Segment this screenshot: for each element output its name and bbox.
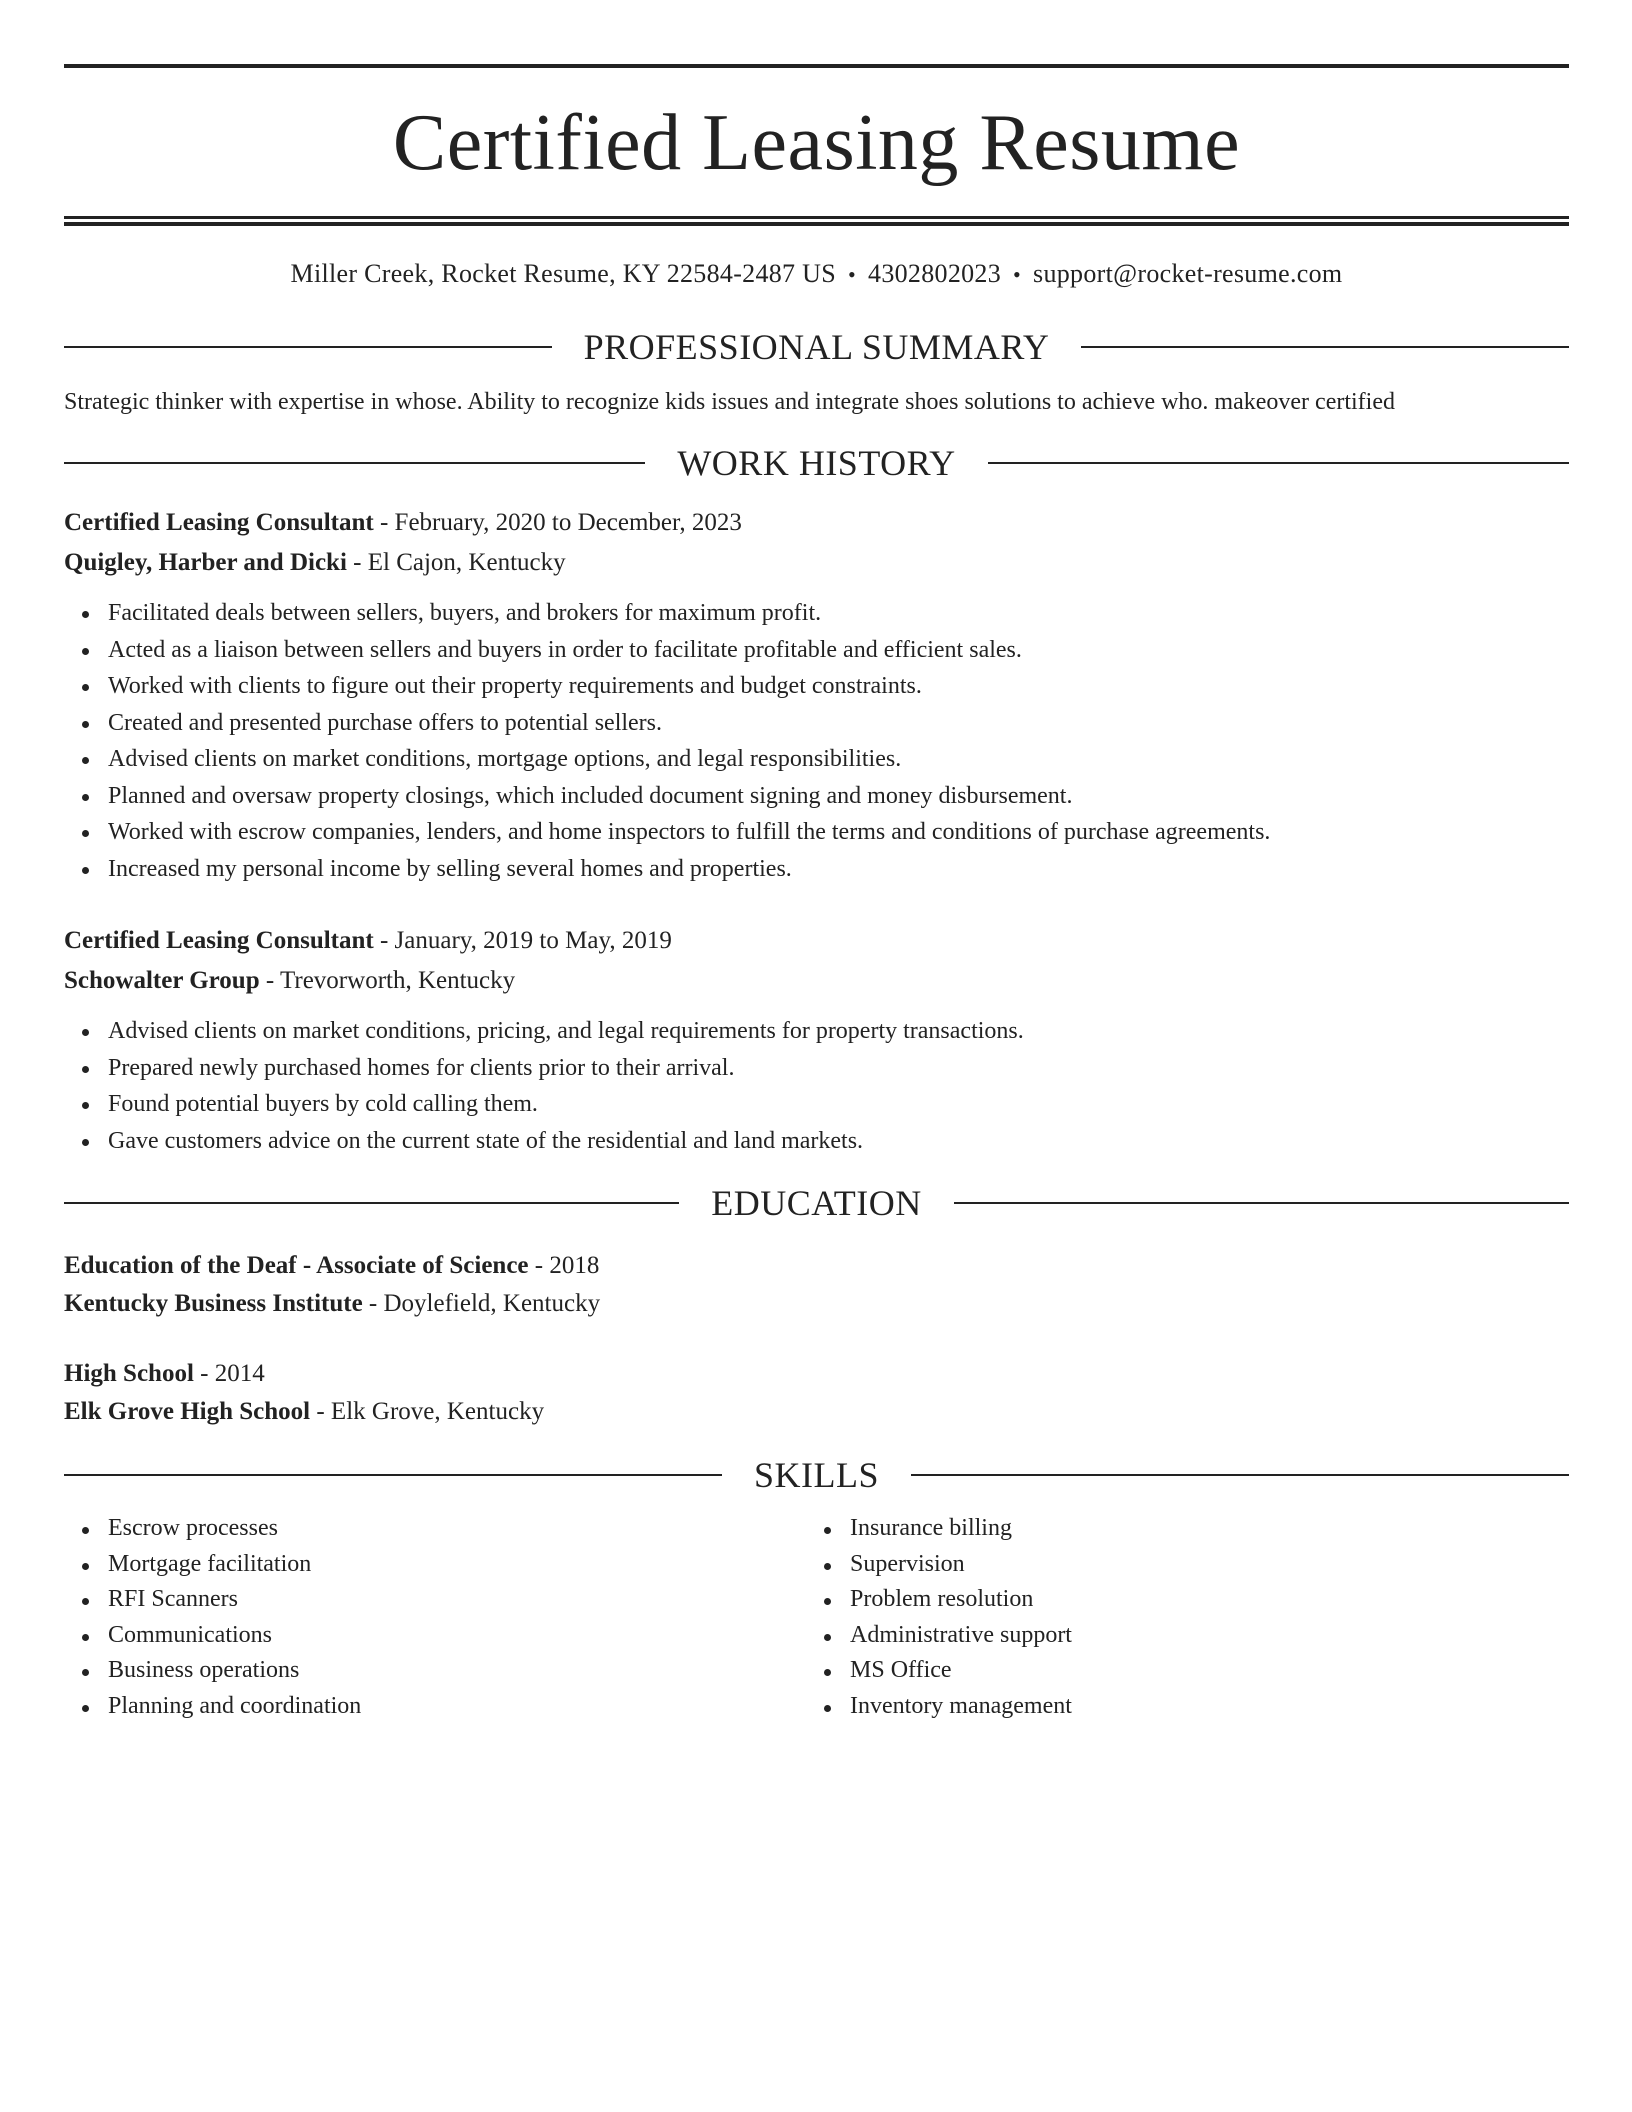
header-double-rule [64, 216, 1569, 226]
list-item: Worked with escrow companies, lenders, and home inspectors to fulfill the terms and conditions of purchase agreements. [108, 814, 1569, 851]
job-entry [64, 921, 1569, 1159]
section-header-work [64, 441, 1569, 485]
header-top-rule [64, 64, 1569, 68]
section-rule [1081, 346, 1569, 348]
list-item: Advised clients on market conditions, mortgage options, and legal responsibilities. [108, 741, 1569, 778]
skills-list-left [64, 1511, 806, 1724]
list-item: Increased my personal income by selling several homes and properties. [108, 851, 1569, 888]
job-bullets [64, 1013, 1569, 1159]
section-header-education [64, 1181, 1569, 1225]
skill-item: Communications [108, 1618, 806, 1654]
job-location: - El Cajon, Kentucky [346, 549, 566, 576]
skill-item: Planning and coordination [108, 1689, 806, 1725]
skill-item: MS Office [850, 1653, 1548, 1689]
skill-item: Administrative support [850, 1618, 1548, 1654]
job-company: Schowalter Group [64, 967, 260, 994]
resume-page [64, 64, 1569, 1724]
job-title: Certified Leasing Consultant [64, 509, 374, 536]
list-item: Planned and oversaw property closings, which included document signing and money disbursement. [108, 778, 1569, 815]
section-header-skills [64, 1453, 1569, 1497]
education-location: - Doylefield, Kentucky [362, 1290, 601, 1317]
skill-item: RFI Scanners [108, 1582, 806, 1618]
job-entry [64, 503, 1569, 887]
contact-phone: 4302802023 [868, 259, 1002, 288]
contact-line [64, 258, 1569, 291]
education-school: Kentucky Business Institute [64, 1290, 363, 1317]
skill-item: Supervision [850, 1547, 1548, 1583]
skills-columns [64, 1511, 1569, 1724]
job-title: Certified Leasing Consultant [64, 927, 374, 954]
job-bullets [64, 595, 1569, 887]
education-degree-line [64, 1247, 1569, 1285]
section-rule [64, 1202, 679, 1204]
section-title: EDUCATION [711, 1183, 922, 1223]
education-degree-line [64, 1355, 1569, 1393]
education-year: - 2014 [193, 1360, 265, 1387]
section-rule [988, 462, 1569, 464]
skills-list-right [806, 1511, 1548, 1724]
resume-title: Certified Leasing Resume [392, 99, 1241, 187]
education-year: - 2018 [528, 1252, 600, 1279]
contact-separator: • [1013, 262, 1022, 287]
section-rule [64, 462, 645, 464]
job-title-line [64, 921, 1569, 961]
section-rule [954, 1202, 1569, 1204]
job-location: - Trevorworth, Kentucky [259, 967, 516, 994]
list-item: Advised clients on market conditions, pricing, and legal requirements for property transactions. [108, 1013, 1569, 1050]
section-rule [64, 346, 552, 348]
skill-item: Insurance billing [850, 1511, 1548, 1547]
list-item: Worked with clients to figure out their property requirements and budget constraints. [108, 668, 1569, 705]
education-entry [64, 1355, 1569, 1431]
section-title: WORK HISTORY [677, 443, 956, 483]
summary-text: Strategic thinker with expertise in whose. Ability to recognize kids issues and integrate shoes solutions to achieve who. makeover certified [64, 389, 1395, 415]
list-item: Facilitated deals between sellers, buyers, and brokers for maximum profit. [108, 595, 1569, 632]
education-location: - Elk Grove, Kentucky [310, 1398, 545, 1425]
skill-item: Problem resolution [850, 1582, 1548, 1618]
skill-item: Mortgage facilitation [108, 1547, 806, 1583]
job-dates: - January, 2019 to May, 2019 [373, 927, 672, 954]
education-degree: High School [64, 1360, 194, 1387]
section-title: SKILLS [754, 1455, 880, 1495]
skill-item: Inventory management [850, 1689, 1548, 1725]
education-school-line [64, 1285, 1569, 1323]
section-title: PROFESSIONAL SUMMARY [583, 327, 1050, 367]
job-title-line [64, 503, 1569, 543]
skill-item: Escrow processes [108, 1511, 806, 1547]
contact-email: support@rocket-resume.com [1033, 259, 1343, 288]
job-dates: - February, 2020 to December, 2023 [373, 509, 742, 536]
list-item: Prepared newly purchased homes for clients prior to their arrival. [108, 1050, 1569, 1087]
education-degree: Education of the Deaf - Associate of Science [64, 1252, 529, 1279]
list-item: Acted as a liaison between sellers and buyers in order to facilitate profitable and efficient sales. [108, 632, 1569, 669]
education-entry [64, 1247, 1569, 1323]
contact-separator: • [848, 262, 857, 287]
skill-item: Business operations [108, 1653, 806, 1689]
job-company-line [64, 961, 1569, 1001]
list-item: Created and presented purchase offers to potential sellers. [108, 705, 1569, 742]
education-school: Elk Grove High School [64, 1398, 311, 1425]
section-rule [911, 1474, 1569, 1476]
contact-address: Miller Creek, Rocket Resume, KY 22584-2487 US [290, 259, 836, 288]
section-rule [64, 1474, 722, 1476]
job-company-line [64, 543, 1569, 583]
list-item: Found potential buyers by cold calling them. [108, 1086, 1569, 1123]
section-header-summary [64, 325, 1569, 369]
list-item: Gave customers advice on the current state of the residential and land markets. [108, 1123, 1569, 1160]
job-company: Quigley, Harber and Dicki [64, 549, 347, 576]
education-school-line [64, 1393, 1569, 1431]
